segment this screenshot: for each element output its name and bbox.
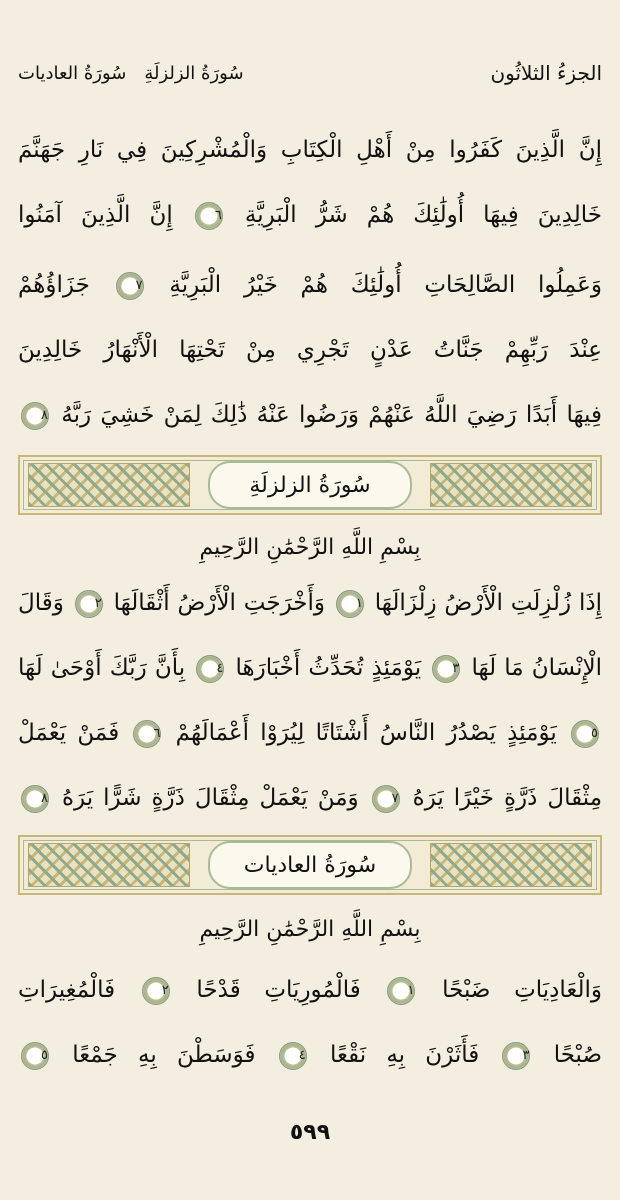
ayah-marker: ٨ — [21, 402, 49, 430]
verse-text: مِثْقَالَ ذَرَّةٍ خَيْرًا يَرَهُ — [412, 785, 602, 811]
surah-header-band — [18, 835, 602, 895]
verse-text: وَمَنْ يَعْمَلْ مِثْقَالَ ذَرَّةٍ شَرًّا يَرَهُ — [62, 785, 359, 811]
ayah-marker: ٣ — [502, 1042, 530, 1070]
verse-line — [18, 578, 602, 628]
verse-text: جَزَاؤُهُمْ — [18, 272, 90, 298]
juz-title: الجزءُ الثلاثُون — [490, 61, 602, 85]
ayah-marker: ٦ — [195, 202, 223, 230]
verse-text: فَالْمُورِيَاتِ قَدْحًا — [196, 977, 361, 1003]
verse-text: خَالِدِينَ فِيهَا أُولَٰئِكَ هُمْ شَرُّ الْبَرِيَّةِ — [244, 202, 602, 228]
ornament — [28, 843, 190, 887]
verse-line — [18, 965, 602, 1015]
verse-text: يَوْمَئِذٍ تُحَدِّثُ أَخْبَارَهَا — [235, 655, 422, 681]
verse-text: صُبْحًا — [553, 1042, 602, 1068]
surah-title: سُورَةُ العاديات — [208, 841, 412, 889]
verse-text: فَوَسَطْنَ بِهِ جَمْعًا — [72, 1042, 256, 1068]
verse-line — [18, 260, 602, 310]
ayah-marker: ٣ — [432, 655, 460, 683]
ayah-marker: ١ — [336, 590, 364, 618]
header-surah-adiyat: سُورَةُ العاديات — [18, 62, 127, 84]
ornament — [430, 463, 592, 507]
verse-line — [18, 125, 602, 175]
verse-line — [18, 643, 602, 693]
ornament — [430, 843, 592, 887]
ayah-marker: ٤ — [279, 1042, 307, 1070]
verse-text: عِنْدَ رَبِّهِمْ جَنَّاتُ عَدْنٍ تَجْرِي مِنْ تَحْتِهَا الْأَنْهَارُ خَالِدِينَ — [18, 337, 602, 363]
verse-text: وَقَالَ — [18, 590, 64, 616]
ayah-marker: ٦ — [133, 720, 161, 748]
surah-header-band — [18, 455, 602, 515]
verse-text: بِأَنَّ رَبَّكَ أَوْحَىٰ لَهَا — [18, 655, 186, 681]
verse-line — [18, 190, 602, 240]
verse-text: فَأَثَرْنَ بِهِ نَقْعًا — [329, 1042, 480, 1068]
verse-line — [18, 390, 602, 440]
verse-text: وَالْعَادِيَاتِ ضَبْحًا — [442, 977, 602, 1003]
verse-line — [18, 1030, 602, 1080]
ayah-marker: ٢ — [142, 977, 170, 1005]
page-header — [18, 56, 602, 90]
basmala: بِسْمِ اللَّهِ الرَّحْمَٰنِ الرَّحِيمِ — [199, 917, 421, 942]
header-surah-zalzalah: سُورَةُ الزلزلَةِ — [144, 62, 244, 84]
surah-names — [18, 63, 244, 84]
verse-text: فَالْمُغِيرَاتِ — [18, 977, 116, 1003]
surah-title: سُورَةُ الزلزلَةِ — [208, 461, 412, 509]
page-number: ٥٩٩ — [289, 1120, 331, 1145]
ornament — [28, 463, 190, 507]
verse-text: إِذَا زُلْزِلَتِ الْأَرْضُ زِلْزَالَهَا — [374, 590, 602, 616]
verse-text: يَوْمَئِذٍ يَصْدُرُ النَّاسُ أَشْتَاتًا لِيُرَوْا أَعْمَالَهُمْ — [175, 720, 557, 746]
ayah-marker: ٨ — [21, 785, 49, 813]
verse-text: فَمَنْ يَعْمَلْ — [18, 720, 120, 746]
ayah-marker: ١ — [387, 977, 415, 1005]
verse-text: فِيهَا أَبَدًا رَضِيَ اللَّهُ عَنْهُمْ وَرَضُوا عَنْهُ ذَٰلِكَ لِمَنْ خَشِيَ رَبَّهُ — [61, 402, 602, 428]
verse-line — [18, 708, 602, 758]
ayah-marker: ٤ — [196, 655, 224, 683]
ayah-marker: ٧ — [116, 272, 144, 300]
ayah-marker: ٥ — [21, 1042, 49, 1070]
verse-line — [18, 325, 602, 375]
verse-text: وَعَمِلُوا الصَّالِحَاتِ أُولَٰئِكَ هُمْ خَيْرُ الْبَرِيَّةِ — [169, 272, 602, 298]
verse-text: إِنَّ الَّذِينَ كَفَرُوا مِنْ أَهْلِ الْكِتَابِ وَالْمُشْرِكِينَ فِي نَارِ جَهَنَّمَ — [18, 137, 602, 163]
verse-text: إِنَّ الَّذِينَ آمَنُوا — [18, 202, 173, 228]
verse-text: وَأَخْرَجَتِ الْأَرْضُ أَثْقَالَهَا — [113, 590, 325, 616]
ayah-marker: ٢ — [75, 590, 103, 618]
ayah-marker: ٧ — [372, 785, 400, 813]
verse-line — [18, 773, 602, 823]
verse-text: الْإِنْسَانُ مَا لَهَا — [471, 655, 602, 681]
basmala: بِسْمِ اللَّهِ الرَّحْمَٰنِ الرَّحِيمِ — [199, 535, 421, 560]
ayah-marker: ٥ — [571, 720, 599, 748]
